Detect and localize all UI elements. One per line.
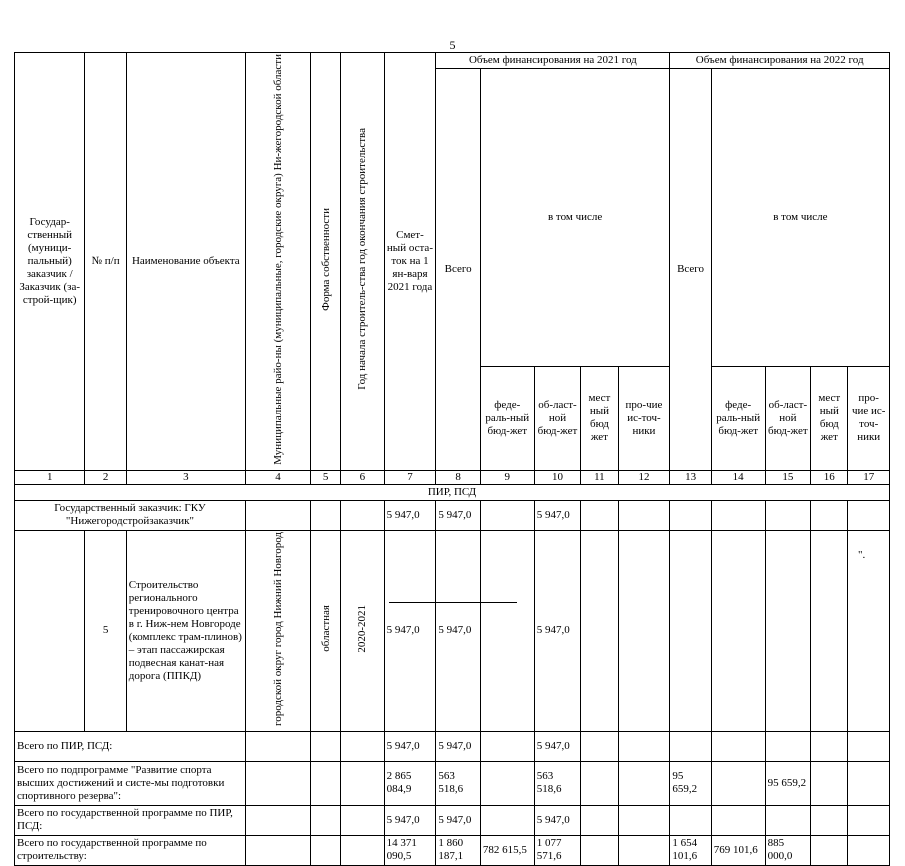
subprogram-label: Всего по подпрограмме "Развитие спорта высших достижений и систе-мы подготовки спортивного резерва": bbox=[15, 761, 246, 805]
header-estimate-balance: Смет-ный оста-ток на 1 ян-варя 2021 года bbox=[384, 53, 436, 471]
header-ownership: Форма собственности bbox=[311, 53, 341, 471]
table-row bbox=[15, 731, 890, 761]
cell-2022-total: 1 654 101,6 bbox=[670, 835, 711, 865]
header-2022-regional: об-ласт-ной бюд-жет bbox=[765, 366, 811, 470]
cell-2021-regional: 5 947,0 bbox=[534, 500, 581, 530]
table-row bbox=[15, 500, 890, 530]
header-years: Год начала строитель-ства год окончания строительства bbox=[341, 53, 384, 471]
column-number: 14 bbox=[711, 470, 765, 484]
header-customer: Государ-ственный (муници-пальный) заказчик / Заказчик (за-строй-щик) bbox=[15, 53, 85, 471]
header-2021-including: в том числе bbox=[480, 69, 670, 367]
column-number: 3 bbox=[126, 470, 245, 484]
column-number: 4 bbox=[245, 470, 310, 484]
header-object-name: Наименование объекта bbox=[126, 53, 245, 471]
column-number: 12 bbox=[618, 470, 670, 484]
object-number: 5 bbox=[85, 530, 126, 731]
header-2022-federal: феде-раль-ный бюд-жет bbox=[711, 366, 765, 470]
state-pir-label: Всего по государственной программе по ПИР, ПСД: bbox=[15, 805, 246, 835]
cell-estimate: 5 947,0 bbox=[384, 500, 436, 530]
object-years: 2020-2021 bbox=[341, 530, 384, 731]
header-2021-regional: об-ласт-ной бюд-жет bbox=[534, 366, 581, 470]
header-2022-total: Всего bbox=[670, 69, 711, 471]
cell-2021-regional: 563 518,6 bbox=[534, 761, 581, 805]
header-2021-total: Всего bbox=[436, 69, 481, 471]
state-construction-label: Всего по государственной программе по строительству: bbox=[15, 835, 246, 865]
cell-2021-total: 5 947,0 bbox=[436, 731, 481, 761]
cell-2022-total: 95 659,2 bbox=[670, 761, 711, 805]
cell-2022-regional: 95 659,2 bbox=[765, 761, 811, 805]
object-name: Строительство регионального тренировочного центра в г. Ниж-нем Новгороде (комплекс трам-плинов) – этап пассажирская подвесная канат-ная дорога (ППКД) bbox=[126, 530, 245, 731]
column-number: 16 bbox=[811, 470, 848, 484]
cell-2021-regional: 5 947,0 bbox=[534, 731, 581, 761]
financing-table bbox=[14, 52, 890, 866]
header-financing-2021: Объем финансирования на 2021 год bbox=[436, 53, 670, 69]
header-2022-local: мест ный бюд жет bbox=[811, 366, 848, 470]
column-number: 8 bbox=[436, 470, 481, 484]
header-number: № п/п bbox=[85, 53, 126, 471]
column-number: 7 bbox=[384, 470, 436, 484]
column-number: 13 bbox=[670, 470, 711, 484]
cell-estimate: 14 371 090,5 bbox=[384, 835, 436, 865]
cell-estimate: 5 947,0 bbox=[384, 731, 436, 761]
header-financing-2022: Объем финансирования на 2022 год bbox=[670, 53, 890, 69]
header-2021-local: мест ный бюд жет bbox=[581, 366, 618, 470]
object-ownership: областная bbox=[311, 530, 341, 731]
cell-2021-total: 5 947,0 bbox=[436, 805, 481, 835]
column-number: 6 bbox=[341, 470, 384, 484]
header-2022-other: про-чие ис-точ-ники bbox=[848, 366, 890, 470]
column-number: 10 bbox=[534, 470, 581, 484]
cell-estimate: 5 947,0 bbox=[384, 530, 436, 731]
header-2021-federal: феде-раль-ный бюд-жет bbox=[480, 366, 534, 470]
section-title: ПИР, ПСД bbox=[15, 484, 890, 500]
cell-2022-regional: 885 000,0 bbox=[765, 835, 811, 865]
cell-2021-regional: 1 077 571,6 bbox=[534, 835, 581, 865]
column-number: 17 bbox=[848, 470, 890, 484]
cell-2021-total: 5 947,0 bbox=[436, 530, 481, 731]
cell-estimate: 2 865 084,9 bbox=[384, 761, 436, 805]
column-number: 11 bbox=[581, 470, 618, 484]
cell-2021-total: 1 860 187,1 bbox=[436, 835, 481, 865]
table-row bbox=[15, 835, 890, 865]
page-number: 5 bbox=[449, 38, 456, 52]
header-district: Муниципальные райо-ны (муниципальные, городские округа) Ни-жегородской области bbox=[245, 53, 310, 471]
cell-2021-total: 563 518,6 bbox=[436, 761, 481, 805]
header-2022-including: в том числе bbox=[711, 69, 889, 367]
column-number: 9 bbox=[480, 470, 534, 484]
object-district: городской округ город Нижний Новгород bbox=[245, 530, 310, 731]
cell-2021-federal: 782 615,5 bbox=[480, 835, 534, 865]
column-number-row bbox=[15, 470, 890, 484]
table-row bbox=[15, 805, 890, 835]
table-row bbox=[15, 530, 890, 731]
column-number: 1 bbox=[15, 470, 85, 484]
column-number: 15 bbox=[765, 470, 811, 484]
footer-rule bbox=[389, 602, 517, 603]
customer-label: Государственный заказчик: ГКУ "Нижегородстройзаказчик" bbox=[15, 500, 246, 530]
cell-2021-total: 5 947,0 bbox=[436, 500, 481, 530]
cell-2021-regional: 5 947,0 bbox=[534, 530, 581, 731]
header-2021-other: про-чие ис-точ-ники bbox=[618, 366, 670, 470]
closing-quote: ". bbox=[858, 549, 866, 561]
column-number: 5 bbox=[311, 470, 341, 484]
table-row bbox=[15, 761, 890, 805]
cell-2022-federal: 769 101,6 bbox=[711, 835, 765, 865]
column-number: 2 bbox=[85, 470, 126, 484]
cell-estimate: 5 947,0 bbox=[384, 805, 436, 835]
cell-2021-regional: 5 947,0 bbox=[534, 805, 581, 835]
total-pir-label: Всего по ПИР, ПСД: bbox=[15, 731, 246, 761]
